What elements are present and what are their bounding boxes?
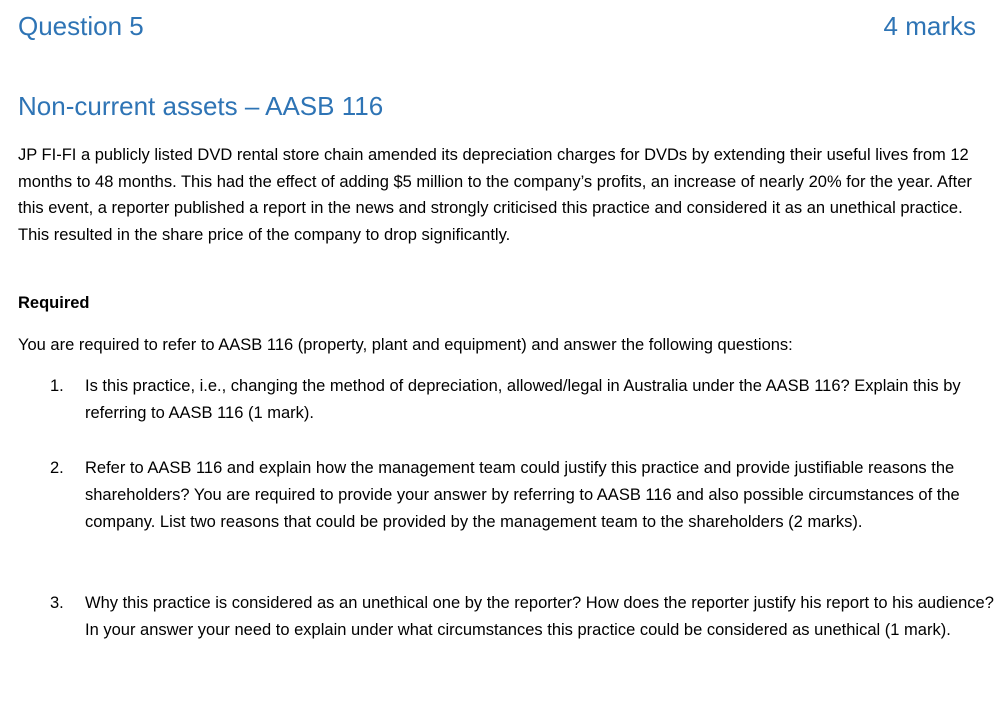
question-text: Why this practice is considered as an unethical one by the reporter? How does the reporter justify his report to his audience? In your answer your need to explain under what circumstances this practice could be considered as unethical (1 mark). [85,594,994,639]
marks-label: 4 marks [883,11,976,41]
question-title: Question 5 [18,11,144,41]
section-heading: Non-current assets – AASB 116 [18,91,384,121]
question-number: 3. [50,594,64,612]
question-text: Refer to AASB 116 and explain how the management team could justify this practice and provide justifiable reasons the shareholders? You are required to provide your answer by referring to AASB 116 and also possible circumstances of the company. List two reasons that could be provided by the management team to the shareholders (2 marks). [85,459,960,531]
required-label: Required [18,294,90,312]
question-item-3 [50,590,1000,644]
question-header [18,8,976,44]
question-number: 2. [50,459,64,477]
question-number: 1. [50,377,64,395]
instruction-text: You are required to refer to AASB 116 (property, plant and equipment) and answer the following questions: [18,336,793,354]
question-item-2 [50,455,1000,536]
scenario-paragraph: JP FI-FI a publicly listed DVD rental store chain amended its depreciation charges for DVDs by extending their useful lives from 12 months to 48 months. This had the effect of adding $5 million to the company’s profits, an increase of nearly 20% for the year. After this event, a reporter published a report in the news and strongly criticised this practice and considered it as an unethical practice. This resulted in the share price of the company to drop significantly. [18,146,972,244]
question-text: Is this practice, i.e., changing the method of depreciation, allowed/legal in Australia under the AASB 116? Explain this by referring to AASB 116 (1 mark). [85,377,961,422]
question-item-1 [50,373,1000,427]
